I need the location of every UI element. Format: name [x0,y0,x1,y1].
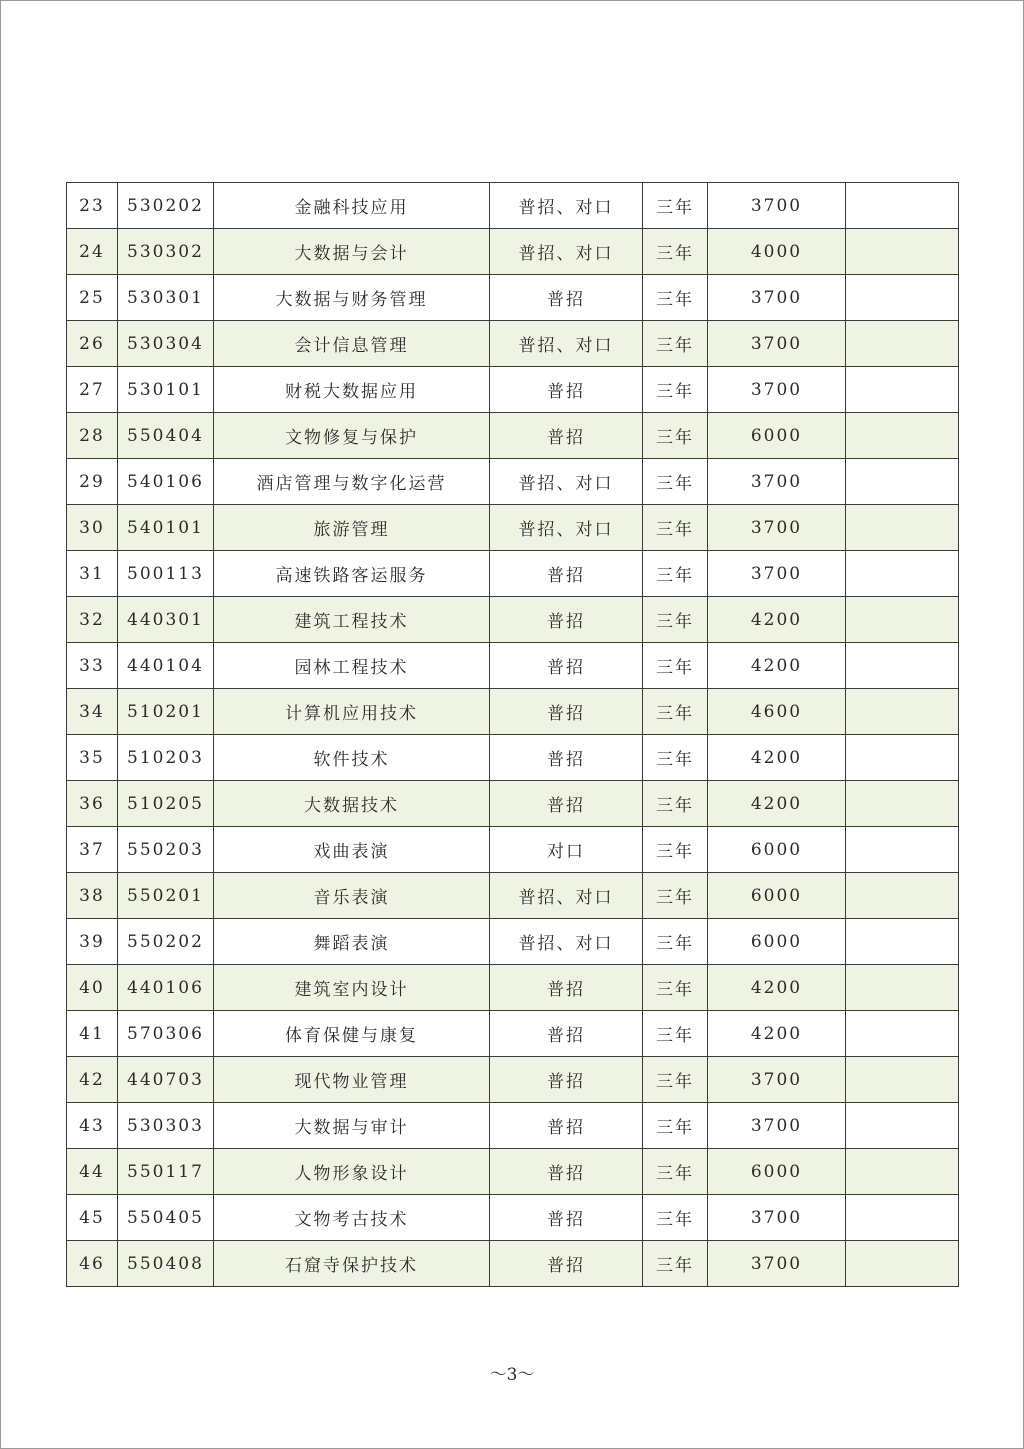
cell-major-code: 550201 [118,873,214,919]
table-row [67,321,959,367]
cell-tuition: 3700 [708,321,846,367]
cell-tuition: 4600 [708,689,846,735]
cell-enrollment-type: 普招 [490,781,643,827]
table-row [67,597,959,643]
table-row [67,1011,959,1057]
table-row [67,689,959,735]
cell-remark [846,229,959,275]
cell-enrollment-type: 普招、对口 [490,321,643,367]
cell-tuition: 3700 [708,275,846,321]
cell-major-code: 550202 [118,919,214,965]
cell-major-name: 体育保健与康复 [214,1011,490,1057]
cell-number: 31 [67,551,118,597]
cell-tuition: 3700 [708,551,846,597]
cell-number: 39 [67,919,118,965]
cell-remark [846,597,959,643]
cell-major-name: 大数据技术 [214,781,490,827]
cell-major-name: 人物形象设计 [214,1149,490,1195]
cell-duration: 三年 [643,873,708,919]
cell-number: 40 [67,965,118,1011]
cell-enrollment-type: 普招 [490,597,643,643]
cell-remark [846,275,959,321]
cell-duration: 三年 [643,965,708,1011]
table-row [67,827,959,873]
cell-major-code: 550203 [118,827,214,873]
cell-remark [846,735,959,781]
cell-enrollment-type: 普招 [490,965,643,1011]
table-row [67,459,959,505]
cell-major-code: 570306 [118,1011,214,1057]
cell-duration: 三年 [643,1057,708,1103]
cell-major-name: 文物修复与保护 [214,413,490,459]
cell-enrollment-type: 普招 [490,1241,643,1287]
cell-duration: 三年 [643,505,708,551]
cell-major-name: 音乐表演 [214,873,490,919]
cell-number: 37 [67,827,118,873]
cell-number: 36 [67,781,118,827]
cell-tuition: 3700 [708,183,846,229]
cell-major-code: 550405 [118,1195,214,1241]
cell-remark [846,1149,959,1195]
cell-major-code: 510201 [118,689,214,735]
cell-remark [846,919,959,965]
cell-major-name: 高速铁路客运服务 [214,551,490,597]
cell-major-code: 440301 [118,597,214,643]
cell-duration: 三年 [643,459,708,505]
cell-enrollment-type: 普招、对口 [490,873,643,919]
cell-remark [846,781,959,827]
cell-number: 26 [67,321,118,367]
cell-tuition: 4200 [708,781,846,827]
table-row [67,1241,959,1287]
cell-enrollment-type: 普招 [490,1149,643,1195]
cell-major-name: 建筑工程技术 [214,597,490,643]
table-row [67,413,959,459]
cell-number: 43 [67,1103,118,1149]
cell-number: 34 [67,689,118,735]
cell-duration: 三年 [643,413,708,459]
cell-remark [846,1103,959,1149]
cell-remark [846,1241,959,1287]
cell-number: 27 [67,367,118,413]
cell-number: 24 [67,229,118,275]
cell-remark [846,321,959,367]
cell-number: 45 [67,1195,118,1241]
table-row [67,735,959,781]
cell-major-code: 440106 [118,965,214,1011]
cell-number: 41 [67,1011,118,1057]
cell-tuition: 4200 [708,1011,846,1057]
cell-tuition: 6000 [708,873,846,919]
cell-tuition: 6000 [708,413,846,459]
cell-enrollment-type: 普招、对口 [490,919,643,965]
table-row [67,965,959,1011]
cell-duration: 三年 [643,229,708,275]
cell-number: 46 [67,1241,118,1287]
table-row [67,229,959,275]
cell-major-name: 大数据与财务管理 [214,275,490,321]
cell-remark [846,505,959,551]
cell-enrollment-type: 普招 [490,1057,643,1103]
cell-tuition: 3700 [708,1057,846,1103]
cell-major-name: 园林工程技术 [214,643,490,689]
cell-number: 35 [67,735,118,781]
cell-enrollment-type: 普招 [490,367,643,413]
cell-major-code: 440104 [118,643,214,689]
cell-major-code: 530304 [118,321,214,367]
table-row [67,183,959,229]
cell-number: 33 [67,643,118,689]
cell-remark [846,367,959,413]
cell-remark [846,183,959,229]
cell-duration: 三年 [643,551,708,597]
cell-major-name: 会计信息管理 [214,321,490,367]
cell-remark [846,643,959,689]
cell-major-name: 金融科技应用 [214,183,490,229]
table-row [67,781,959,827]
table-row [67,919,959,965]
cell-enrollment-type: 普招、对口 [490,229,643,275]
cell-enrollment-type: 普招、对口 [490,183,643,229]
cell-enrollment-type: 普招 [490,1011,643,1057]
cell-enrollment-type: 普招 [490,1103,643,1149]
table-row [67,1103,959,1149]
cell-major-code: 510205 [118,781,214,827]
cell-major-code: 550117 [118,1149,214,1195]
cell-major-code: 440703 [118,1057,214,1103]
majors-table-body [67,183,959,1287]
cell-duration: 三年 [643,735,708,781]
cell-tuition: 3700 [708,1241,846,1287]
cell-duration: 三年 [643,367,708,413]
cell-tuition: 6000 [708,827,846,873]
cell-tuition: 4200 [708,735,846,781]
cell-number: 44 [67,1149,118,1195]
cell-duration: 三年 [643,1241,708,1287]
cell-major-code: 510203 [118,735,214,781]
cell-major-name: 酒店管理与数字化运营 [214,459,490,505]
cell-tuition: 4000 [708,229,846,275]
cell-duration: 三年 [643,597,708,643]
cell-major-code: 500113 [118,551,214,597]
cell-major-name: 戏曲表演 [214,827,490,873]
cell-major-name: 计算机应用技术 [214,689,490,735]
cell-tuition: 3700 [708,505,846,551]
table-row [67,505,959,551]
cell-tuition: 3700 [708,459,846,505]
cell-number: 28 [67,413,118,459]
cell-duration: 三年 [643,1011,708,1057]
cell-remark [846,413,959,459]
cell-enrollment-type: 对口 [490,827,643,873]
cell-remark [846,1011,959,1057]
table-row [67,367,959,413]
table-row [67,1149,959,1195]
cell-major-name: 文物考古技术 [214,1195,490,1241]
cell-number: 38 [67,873,118,919]
cell-duration: 三年 [643,1103,708,1149]
cell-tuition: 3700 [708,1195,846,1241]
cell-tuition: 4200 [708,965,846,1011]
cell-duration: 三年 [643,183,708,229]
cell-major-name: 现代物业管理 [214,1057,490,1103]
cell-duration: 三年 [643,321,708,367]
cell-enrollment-type: 普招 [490,413,643,459]
cell-enrollment-type: 普招 [490,1195,643,1241]
cell-major-code: 540106 [118,459,214,505]
cell-duration: 三年 [643,1195,708,1241]
cell-number: 42 [67,1057,118,1103]
cell-duration: 三年 [643,919,708,965]
cell-major-name: 大数据与审计 [214,1103,490,1149]
cell-duration: 三年 [643,275,708,321]
table-row [67,873,959,919]
cell-tuition: 3700 [708,367,846,413]
cell-duration: 三年 [643,643,708,689]
cell-major-name: 石窟寺保护技术 [214,1241,490,1287]
cell-enrollment-type: 普招 [490,643,643,689]
cell-number: 29 [67,459,118,505]
page-number: ～3～ [489,1365,535,1385]
table-row [67,1057,959,1103]
cell-major-name: 大数据与会计 [214,229,490,275]
cell-major-code: 530302 [118,229,214,275]
cell-remark [846,827,959,873]
cell-major-code: 530101 [118,367,214,413]
cell-enrollment-type: 普招 [490,275,643,321]
cell-number: 23 [67,183,118,229]
cell-enrollment-type: 普招 [490,689,643,735]
cell-remark [846,873,959,919]
cell-major-name: 舞蹈表演 [214,919,490,965]
cell-number: 25 [67,275,118,321]
cell-remark [846,551,959,597]
cell-tuition: 3700 [708,1103,846,1149]
cell-tuition: 4200 [708,597,846,643]
cell-major-code: 530303 [118,1103,214,1149]
cell-remark [846,689,959,735]
cell-tuition: 6000 [708,919,846,965]
cell-major-code: 550408 [118,1241,214,1287]
cell-tuition: 4200 [708,643,846,689]
cell-duration: 三年 [643,781,708,827]
cell-major-code: 530301 [118,275,214,321]
cell-enrollment-type: 普招、对口 [490,459,643,505]
cell-remark [846,1195,959,1241]
cell-remark [846,459,959,505]
table-row [67,551,959,597]
cell-enrollment-type: 普招 [490,551,643,597]
cell-major-name: 软件技术 [214,735,490,781]
table-row [67,275,959,321]
cell-remark [846,1057,959,1103]
cell-major-name: 建筑室内设计 [214,965,490,1011]
cell-number: 32 [67,597,118,643]
cell-major-name: 旅游管理 [214,505,490,551]
cell-enrollment-type: 普招 [490,735,643,781]
table-row [67,643,959,689]
table-row [67,1195,959,1241]
cell-remark [846,965,959,1011]
cell-duration: 三年 [643,827,708,873]
majors-table [66,182,959,1287]
cell-major-code: 540101 [118,505,214,551]
cell-enrollment-type: 普招、对口 [490,505,643,551]
cell-duration: 三年 [643,689,708,735]
cell-tuition: 6000 [708,1149,846,1195]
cell-duration: 三年 [643,1149,708,1195]
cell-number: 30 [67,505,118,551]
cell-major-code: 530202 [118,183,214,229]
cell-major-name: 财税大数据应用 [214,367,490,413]
cell-major-code: 550404 [118,413,214,459]
